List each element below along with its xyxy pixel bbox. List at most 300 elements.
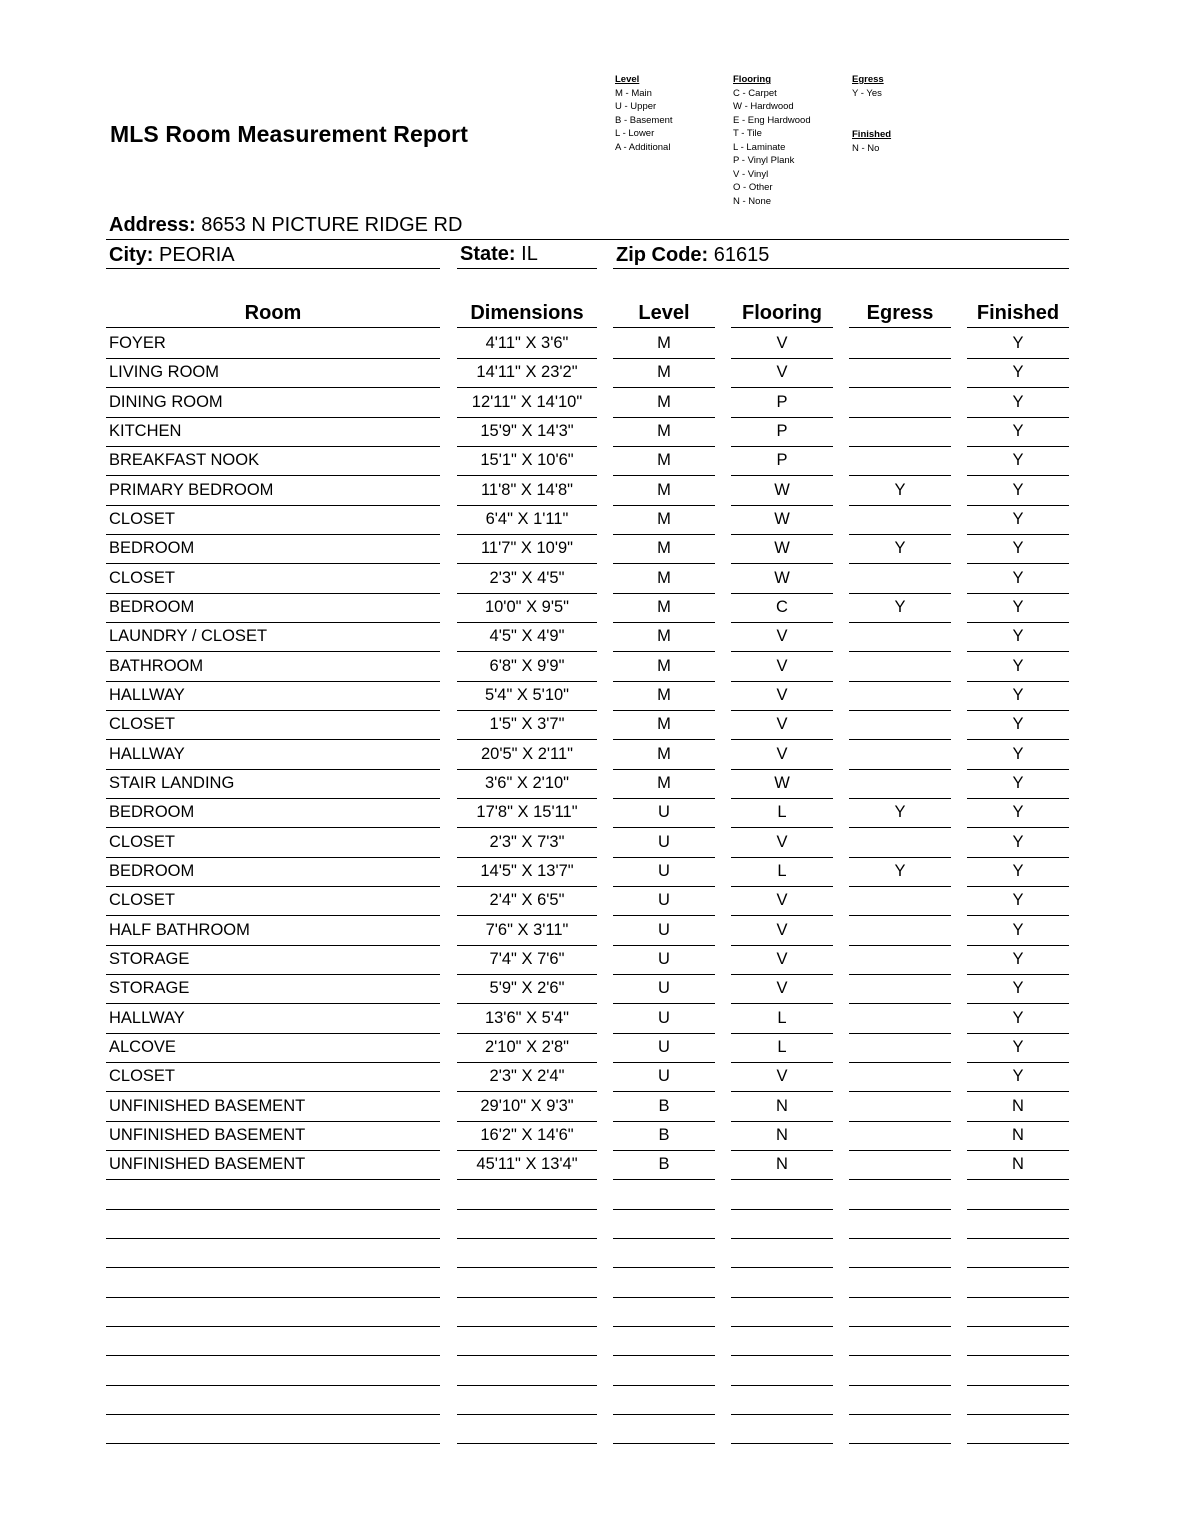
table-row — [0, 418, 1187, 447]
finished-cell: Y — [967, 1005, 1069, 1034]
table-row — [0, 330, 1187, 359]
room-cell: CLOSET — [106, 1063, 440, 1092]
egress-cell — [849, 1210, 951, 1239]
flooring-cell — [731, 1181, 833, 1210]
room-cell: LIVING ROOM — [106, 359, 440, 388]
flooring-cell: W — [731, 565, 833, 594]
flooring-cell: W — [731, 506, 833, 535]
room-cell: CLOSET — [106, 829, 440, 858]
flooring-cell: N — [731, 1151, 833, 1180]
finished-cell: Y — [967, 477, 1069, 506]
level-cell: M — [613, 447, 715, 476]
legend-flooring-heading: Flooring — [733, 74, 771, 85]
legend-item: M - Main — [615, 87, 652, 99]
column-header-level: Level — [638, 302, 690, 324]
legend-finished-heading: Finished — [852, 129, 892, 140]
egress-cell — [849, 1181, 951, 1210]
legend-egress-finished — [852, 73, 891, 155]
header-underline — [106, 327, 440, 328]
dimensions-cell — [457, 1327, 597, 1356]
level-cell: M — [613, 506, 715, 535]
egress-cell — [849, 1063, 951, 1092]
finished-cell — [967, 1386, 1069, 1415]
table-row — [0, 829, 1187, 858]
finished-cell: Y — [967, 535, 1069, 564]
finished-cell: N — [967, 1151, 1069, 1180]
flooring-cell — [731, 1415, 833, 1444]
finished-cell: N — [967, 1093, 1069, 1122]
finished-cell: Y — [967, 770, 1069, 799]
dimensions-cell: 16'2" X 14'6" — [457, 1122, 597, 1151]
table-row — [0, 975, 1187, 1004]
table-row — [0, 1034, 1187, 1063]
room-cell: PRIMARY BEDROOM — [106, 477, 440, 506]
legend-item: B - Basement — [615, 114, 673, 126]
room-cell: HALLWAY — [106, 1005, 440, 1034]
room-cell: STORAGE — [106, 946, 440, 975]
dimensions-cell: 4'11" X 3'6" — [457, 330, 597, 359]
table-row — [0, 389, 1187, 418]
flooring-cell: L — [731, 799, 833, 828]
room-cell: BEDROOM — [106, 799, 440, 828]
flooring-cell: W — [731, 535, 833, 564]
room-cell: DINING ROOM — [106, 389, 440, 418]
table-row — [0, 1327, 1187, 1356]
egress-cell: Y — [849, 799, 951, 828]
room-cell: CLOSET — [106, 565, 440, 594]
finished-cell — [967, 1181, 1069, 1210]
room-cell: UNFINISHED BASEMENT — [106, 1093, 440, 1122]
finished-cell — [967, 1269, 1069, 1298]
table-row — [0, 1239, 1187, 1268]
state-field — [460, 243, 538, 266]
egress-cell — [849, 359, 951, 388]
level-cell: U — [613, 975, 715, 1004]
finished-cell: Y — [967, 565, 1069, 594]
dimensions-cell: 5'9" X 2'6" — [457, 975, 597, 1004]
legend-item: C - Carpet — [733, 87, 777, 99]
address-underline — [106, 239, 1069, 240]
table-row — [0, 447, 1187, 476]
level-cell: M — [613, 535, 715, 564]
dimensions-cell — [457, 1239, 597, 1268]
dimensions-cell: 13'6" X 5'4" — [457, 1005, 597, 1034]
flooring-cell: N — [731, 1093, 833, 1122]
egress-cell: Y — [849, 594, 951, 623]
legend-item: A - Additional — [615, 141, 671, 153]
egress-cell — [849, 653, 951, 682]
level-cell: U — [613, 829, 715, 858]
level-cell: M — [613, 359, 715, 388]
egress-cell — [849, 682, 951, 711]
egress-cell — [849, 1034, 951, 1063]
room-cell: CLOSET — [106, 711, 440, 740]
finished-cell: Y — [967, 682, 1069, 711]
egress-cell — [849, 447, 951, 476]
flooring-cell: V — [731, 917, 833, 946]
finished-cell: Y — [967, 741, 1069, 770]
level-cell: U — [613, 858, 715, 887]
address-field — [109, 214, 462, 237]
dimensions-cell: 2'3" X 4'5" — [457, 565, 597, 594]
room-cell: BEDROOM — [106, 858, 440, 887]
table-row — [0, 535, 1187, 564]
level-cell — [613, 1181, 715, 1210]
flooring-cell: V — [731, 653, 833, 682]
legend-item: N - None — [733, 195, 772, 207]
table-row — [0, 1415, 1187, 1444]
header-underline — [731, 327, 833, 328]
finished-cell: Y — [967, 594, 1069, 623]
table-row — [0, 477, 1187, 506]
dimensions-cell: 6'4" X 1'11" — [457, 506, 597, 535]
egress-cell — [849, 1122, 951, 1151]
legend-item: V - Vinyl — [733, 168, 769, 180]
table-row — [0, 682, 1187, 711]
egress-cell — [849, 887, 951, 916]
column-header-egress: Egress — [866, 302, 934, 324]
header-underline — [457, 327, 597, 328]
table-row — [0, 506, 1187, 535]
flooring-cell: W — [731, 477, 833, 506]
room-cell — [106, 1298, 440, 1327]
dimensions-cell: 45'11" X 13'4" — [457, 1151, 597, 1180]
flooring-cell: L — [731, 858, 833, 887]
legend-item: T - Tile — [733, 128, 762, 139]
flooring-cell — [731, 1269, 833, 1298]
level-cell: M — [613, 418, 715, 447]
finished-cell: N — [967, 1122, 1069, 1151]
dimensions-cell: 11'8" X 14'8" — [457, 477, 597, 506]
table-row — [0, 1151, 1187, 1180]
dimensions-cell: 1'5" X 3'7" — [457, 711, 597, 740]
flooring-cell — [731, 1386, 833, 1415]
room-cell — [106, 1181, 440, 1210]
flooring-cell — [731, 1298, 833, 1327]
report-title: MLS Room Measurement Report — [110, 121, 468, 147]
finished-cell: Y — [967, 887, 1069, 916]
egress-cell — [849, 330, 951, 359]
level-cell: U — [613, 887, 715, 916]
egress-cell — [849, 711, 951, 740]
finished-cell: Y — [967, 1063, 1069, 1092]
dimensions-cell — [457, 1357, 597, 1386]
table-row — [0, 565, 1187, 594]
finished-cell: Y — [967, 917, 1069, 946]
level-cell: M — [613, 741, 715, 770]
legend-item: P - Vinyl Plank — [733, 155, 795, 166]
legend-item: L - Lower — [615, 128, 655, 139]
table-row — [0, 359, 1187, 388]
egress-cell — [849, 1415, 951, 1444]
finished-cell — [967, 1415, 1069, 1444]
finished-cell: Y — [967, 653, 1069, 682]
table-row — [0, 946, 1187, 975]
room-cell: BATHROOM — [106, 653, 440, 682]
zip-label: Zip Code: — [616, 244, 709, 266]
room-cell: CLOSET — [106, 506, 440, 535]
city-underline — [106, 268, 440, 269]
room-cell: HALLWAY — [106, 682, 440, 711]
egress-cell — [849, 770, 951, 799]
room-cell: BREAKFAST NOOK — [106, 447, 440, 476]
flooring-cell: P — [731, 418, 833, 447]
level-cell: U — [613, 946, 715, 975]
egress-cell — [849, 1298, 951, 1327]
dimensions-cell: 7'4" X 7'6" — [457, 946, 597, 975]
table-row — [0, 741, 1187, 770]
table-row — [0, 1357, 1187, 1386]
finished-cell: Y — [967, 799, 1069, 828]
level-cell — [613, 1269, 715, 1298]
dimensions-cell: 12'11" X 14'10" — [457, 389, 597, 418]
level-cell — [613, 1357, 715, 1386]
level-cell — [613, 1386, 715, 1415]
state-underline — [457, 268, 597, 269]
room-cell: HALF BATHROOM — [106, 917, 440, 946]
flooring-cell: P — [731, 389, 833, 418]
room-cell — [106, 1357, 440, 1386]
level-cell: B — [613, 1093, 715, 1122]
egress-cell — [849, 1239, 951, 1268]
flooring-cell: V — [731, 330, 833, 359]
finished-cell: Y — [967, 711, 1069, 740]
dimensions-cell: 29'10" X 9'3" — [457, 1093, 597, 1122]
table-row — [0, 1005, 1187, 1034]
finished-cell: Y — [967, 418, 1069, 447]
egress-cell — [849, 389, 951, 418]
finished-cell: Y — [967, 389, 1069, 418]
room-cell — [106, 1386, 440, 1415]
dimensions-cell: 15'1" X 10'6" — [457, 447, 597, 476]
level-cell: U — [613, 799, 715, 828]
finished-cell: Y — [967, 506, 1069, 535]
finished-cell: Y — [967, 359, 1069, 388]
room-cell — [106, 1269, 440, 1298]
level-cell — [613, 1298, 715, 1327]
dimensions-cell: 15'9" X 14'3" — [457, 418, 597, 447]
level-cell — [613, 1239, 715, 1268]
level-cell: U — [613, 1005, 715, 1034]
flooring-cell: V — [731, 829, 833, 858]
room-cell: STAIR LANDING — [106, 770, 440, 799]
egress-cell — [849, 917, 951, 946]
flooring-cell: V — [731, 359, 833, 388]
finished-cell — [967, 1210, 1069, 1239]
table-row — [0, 653, 1187, 682]
finished-cell: Y — [967, 447, 1069, 476]
table-row — [0, 1122, 1187, 1151]
level-cell: M — [613, 594, 715, 623]
header-underline — [849, 327, 951, 328]
egress-cell — [849, 741, 951, 770]
level-cell — [613, 1415, 715, 1444]
table-row — [0, 917, 1187, 946]
table-row — [0, 770, 1187, 799]
egress-cell — [849, 506, 951, 535]
level-cell: M — [613, 477, 715, 506]
city-label: City: — [109, 244, 154, 266]
dimensions-cell — [457, 1415, 597, 1444]
flooring-cell — [731, 1239, 833, 1268]
flooring-cell — [731, 1210, 833, 1239]
flooring-cell: L — [731, 1034, 833, 1063]
table-row — [0, 858, 1187, 887]
dimensions-cell — [457, 1269, 597, 1298]
dimensions-cell: 6'8" X 9'9" — [457, 653, 597, 682]
egress-cell — [849, 1357, 951, 1386]
flooring-cell — [731, 1327, 833, 1356]
egress-cell — [849, 829, 951, 858]
level-cell: U — [613, 917, 715, 946]
state-value: IL — [521, 243, 538, 265]
finished-cell — [967, 1298, 1069, 1327]
legend-flooring — [733, 73, 811, 208]
flooring-cell: V — [731, 682, 833, 711]
legend-level — [615, 73, 673, 154]
flooring-cell: V — [731, 741, 833, 770]
level-cell: U — [613, 1034, 715, 1063]
flooring-cell: V — [731, 711, 833, 740]
legend-item: L - Laminate — [733, 141, 786, 153]
legend-level-heading: Level — [615, 74, 640, 85]
level-cell: B — [613, 1151, 715, 1180]
table-row — [0, 799, 1187, 828]
level-cell: M — [613, 770, 715, 799]
room-cell — [106, 1210, 440, 1239]
room-cell: UNFINISHED BASEMENT — [106, 1151, 440, 1180]
level-cell: U — [613, 1063, 715, 1092]
egress-cell — [849, 1151, 951, 1180]
dimensions-cell: 14'11" X 23'2" — [457, 359, 597, 388]
level-cell: B — [613, 1122, 715, 1151]
room-cell — [106, 1239, 440, 1268]
zip-field — [616, 244, 769, 267]
dimensions-cell: 20'5" X 2'11" — [457, 741, 597, 770]
flooring-cell: V — [731, 946, 833, 975]
flooring-cell — [731, 1357, 833, 1386]
table-row — [0, 623, 1187, 652]
legend-egress-heading: Egress — [852, 74, 884, 85]
room-cell: BEDROOM — [106, 535, 440, 564]
table-row — [0, 711, 1187, 740]
level-cell: M — [613, 565, 715, 594]
level-cell: M — [613, 330, 715, 359]
egress-cell — [849, 623, 951, 652]
column-header-dimensions: Dimensions — [470, 302, 584, 324]
legend-item: U - Upper — [615, 101, 657, 112]
egress-cell — [849, 1269, 951, 1298]
table-row — [0, 1210, 1187, 1239]
room-cell — [106, 1415, 440, 1444]
room-cell: UNFINISHED BASEMENT — [106, 1122, 440, 1151]
dimensions-cell: 7'6" X 3'11" — [457, 917, 597, 946]
room-cell: HALLWAY — [106, 741, 440, 770]
dimensions-cell: 2'3" X 7'3" — [457, 829, 597, 858]
dimensions-cell: 2'4" X 6'5" — [457, 887, 597, 916]
legend-item: N - No — [852, 142, 880, 154]
state-label: State: — [460, 243, 516, 265]
finished-cell: Y — [967, 623, 1069, 652]
egress-cell — [849, 1327, 951, 1356]
address-label: Address: — [109, 214, 196, 236]
egress-cell — [849, 946, 951, 975]
table-row — [0, 1093, 1187, 1122]
dimensions-cell: 2'10" X 2'8" — [457, 1034, 597, 1063]
flooring-cell: W — [731, 770, 833, 799]
finished-cell — [967, 1357, 1069, 1386]
egress-cell — [849, 1093, 951, 1122]
zip-value: 61615 — [713, 244, 770, 266]
level-cell: M — [613, 711, 715, 740]
room-cell — [106, 1327, 440, 1356]
level-cell: M — [613, 653, 715, 682]
table-row — [0, 1386, 1187, 1415]
header-underline — [613, 327, 715, 328]
dimensions-cell — [457, 1298, 597, 1327]
finished-cell: Y — [967, 975, 1069, 1004]
egress-cell — [849, 1386, 951, 1415]
level-cell — [613, 1327, 715, 1356]
table-row — [0, 1181, 1187, 1210]
legend-item: W - Hardwood — [733, 101, 794, 112]
city-field — [109, 244, 235, 267]
room-cell: CLOSET — [106, 887, 440, 916]
dimensions-cell — [457, 1181, 597, 1210]
room-cell: FOYER — [106, 330, 440, 359]
room-cell: LAUNDRY / CLOSET — [106, 623, 440, 652]
column-header-flooring: Flooring — [742, 302, 822, 324]
table-row — [0, 1063, 1187, 1092]
legend-item: O - Other — [733, 182, 773, 193]
column-header-finished: Finished — [976, 302, 1060, 324]
legend-item: E - Eng Hardwood — [733, 114, 811, 126]
dimensions-cell: 2'3" X 2'4" — [457, 1063, 597, 1092]
finished-cell: Y — [967, 330, 1069, 359]
flooring-cell: N — [731, 1122, 833, 1151]
flooring-cell: L — [731, 1005, 833, 1034]
zip-underline — [613, 268, 1069, 269]
legend-item: Y - Yes — [852, 87, 882, 99]
finished-cell: Y — [967, 829, 1069, 858]
dimensions-cell: 11'7" X 10'9" — [457, 535, 597, 564]
table-row — [0, 1269, 1187, 1298]
level-cell: M — [613, 623, 715, 652]
flooring-cell: V — [731, 1063, 833, 1092]
finished-cell: Y — [967, 1034, 1069, 1063]
flooring-cell: V — [731, 975, 833, 1004]
finished-cell: Y — [967, 946, 1069, 975]
dimensions-cell: 3'6" X 2'10" — [457, 770, 597, 799]
level-cell: M — [613, 389, 715, 418]
dimensions-cell: 14'5" X 13'7" — [457, 858, 597, 887]
dimensions-cell: 17'8" X 15'11" — [457, 799, 597, 828]
flooring-cell: V — [731, 887, 833, 916]
egress-cell — [849, 1005, 951, 1034]
dimensions-cell: 4'5" X 4'9" — [457, 623, 597, 652]
column-header-room: Room — [244, 302, 302, 324]
city-value: PEORIA — [159, 244, 235, 266]
finished-cell — [967, 1239, 1069, 1268]
dimensions-cell: 5'4" X 5'10" — [457, 682, 597, 711]
egress-cell: Y — [849, 858, 951, 887]
flooring-cell: P — [731, 447, 833, 476]
finished-cell: Y — [967, 858, 1069, 887]
egress-cell — [849, 418, 951, 447]
level-cell — [613, 1210, 715, 1239]
table-row — [0, 594, 1187, 623]
flooring-cell: V — [731, 623, 833, 652]
